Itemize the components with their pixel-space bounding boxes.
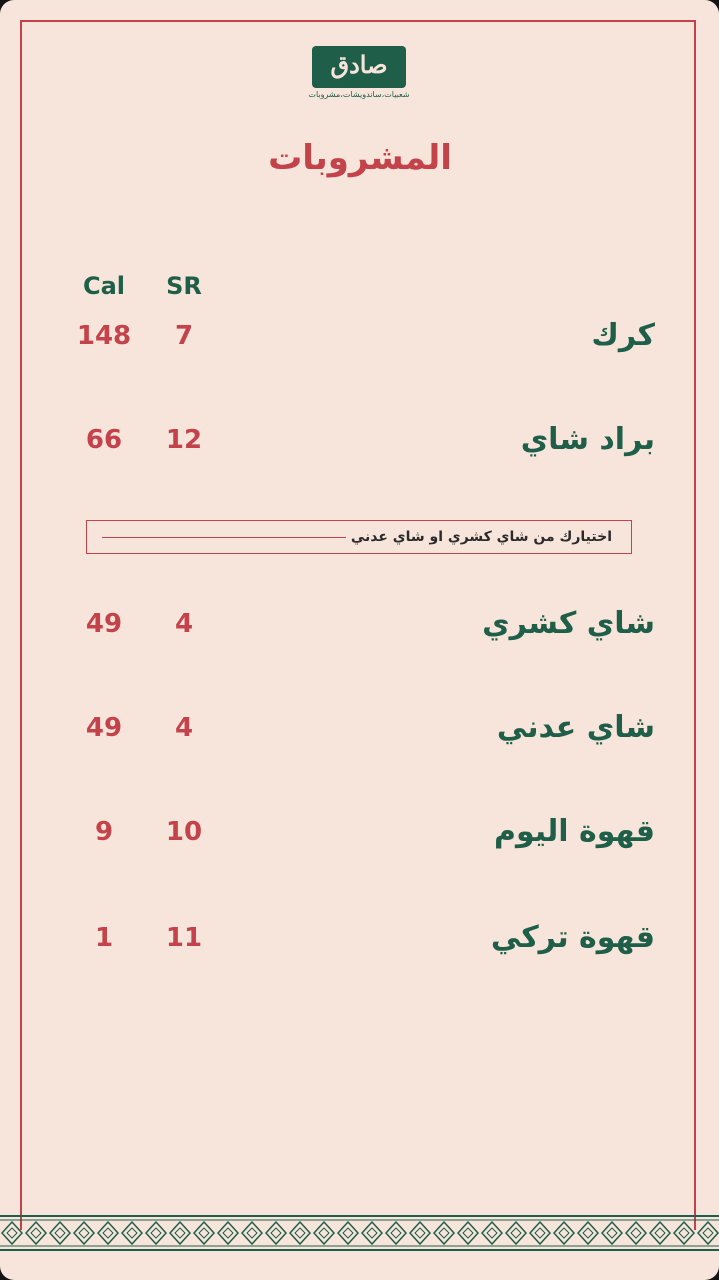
menu-item-price: 10 [165,817,203,847]
menu-item [0,594,719,654]
note-divider-line [102,537,346,538]
menu-item-name: كرك [591,318,655,353]
menu-item-price: 4 [174,609,194,639]
menu-item-calories: 1 [94,923,114,953]
brand-tagline: شعبيات،ساندويشات،مشروبات [308,90,410,99]
menu-item-calories: 9 [94,817,114,847]
menu-item-name: براد شاي [520,422,655,457]
menu-item-name: شاي كشري [482,606,655,641]
menu-item-name: شاي عدني [496,710,655,745]
menu-item [0,908,719,968]
menu-item-name: قهوة اليوم [493,814,655,849]
menu-item-calories: 49 [85,713,123,743]
menu-item-price: 12 [165,425,203,455]
menu-item-price: 4 [174,713,194,743]
menu-item [0,698,719,758]
price-column-header: SR [166,272,202,300]
menu-item-calories: 66 [85,425,123,455]
menu-item-price: 7 [174,321,194,351]
decorative-border-pattern [0,1208,719,1258]
menu-item-name: قهوة تركي [490,920,655,955]
tea-choice-note: اختيارك من شاي كشري او شاي عدني [350,529,612,545]
menu-title: المشروبات [268,138,452,178]
menu-item-price: 11 [165,923,203,953]
menu-item [0,306,719,366]
brand-logo-arabic: صادق [330,50,388,79]
menu-item-calories: 49 [85,609,123,639]
menu-item [0,802,719,862]
brand-logo-latin: Sadeq [344,79,371,87]
calories-column-header: Cal [82,272,126,300]
menu-item-calories: 148 [76,321,132,351]
menu-item [0,410,719,470]
